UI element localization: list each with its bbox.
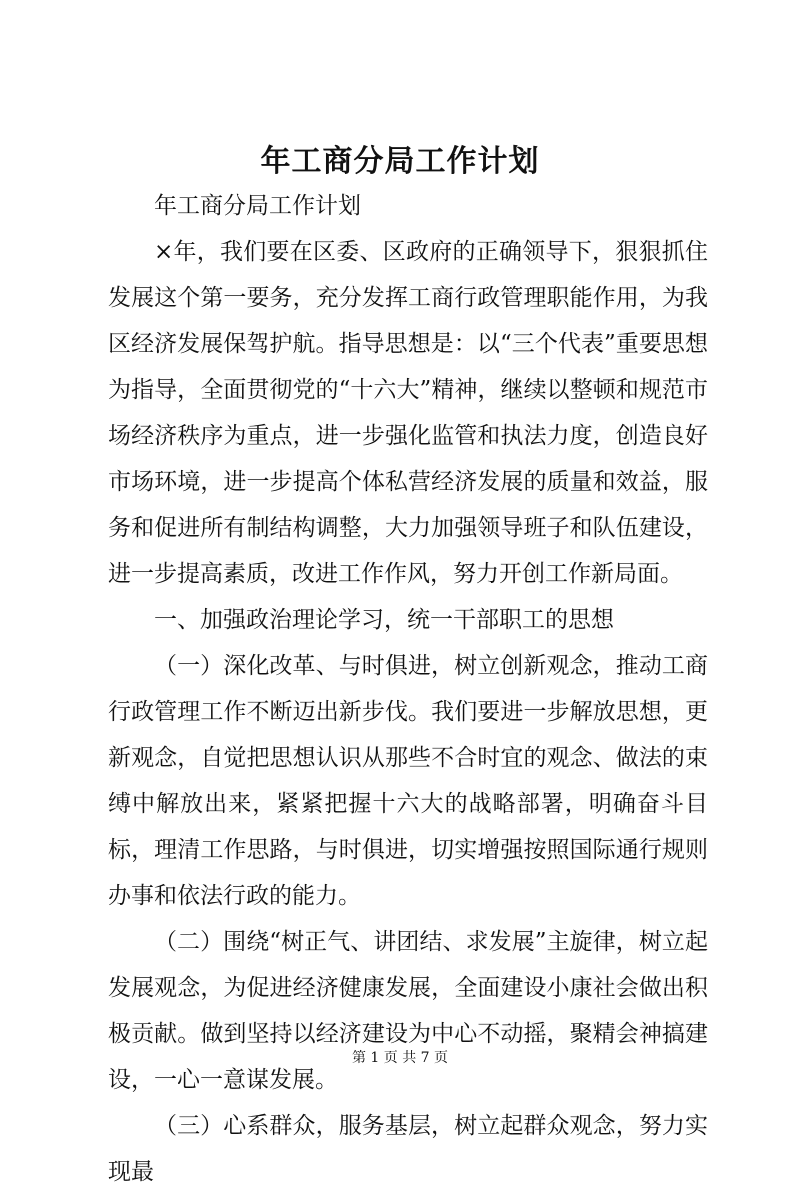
document-title: 年工商分局工作计划 [260, 144, 540, 179]
page-footer: 第 1 页 共 7 页 [351, 1050, 449, 1066]
body-paragraph: （二）围绕“树正气、讲团结、求发展”主旋律，树立起发展观念，为促进经济健康发展，全面建设小康社会做出积极贡献。做到坚持以经济建设为中心不动摇，聚精会神搞建设，一心一意谋发展。 [108, 929, 708, 1093]
body-paragraph: （一）深化改革、与时俱进，树立创新观念，推动工商行政管理工作不断迈出新步伐。我们要进一步解放思想，更新观念，自觉把思想认识从那些不合时宜的观念、做法的束缚中解放出来，紧紧把握十六大的战略部署，明确奋斗目标，理清工作思路，与时俱进，切实增强按照国际通行规则办事和依法行政的能力。 [108, 653, 708, 909]
subtitle-paragraph: 年工商分局工作计划 [154, 193, 361, 219]
document-body [108, 183, 708, 1195]
intro-paragraph: ×年，我们要在区委、区政府的正确领导下，狠狠抓住发展这个第一要务，充分发挥工商行政管理职能作用，为我区经济发展保驾护航。指导思想是：以“三个代表”重要思想为指导，全面贯彻党的“十六大”精神，继续以整顿和规范市场经济秩序为重点，进一步强化监管和执法力度，创造良好市场环境，进一步提高个体私营经济发展的质量和效益，服务和促进所有制结构调整，大力加强领导班子和队伍建设，进一步提高素质，改进工作作风，努力开创工作新局面。 [108, 239, 708, 587]
body-paragraph: （三）心系群众，服务基层，树立起群众观念，努力实现最 [108, 1113, 708, 1185]
section-heading: 一、加强政治理论学习，统一干部职工的思想 [154, 607, 614, 633]
